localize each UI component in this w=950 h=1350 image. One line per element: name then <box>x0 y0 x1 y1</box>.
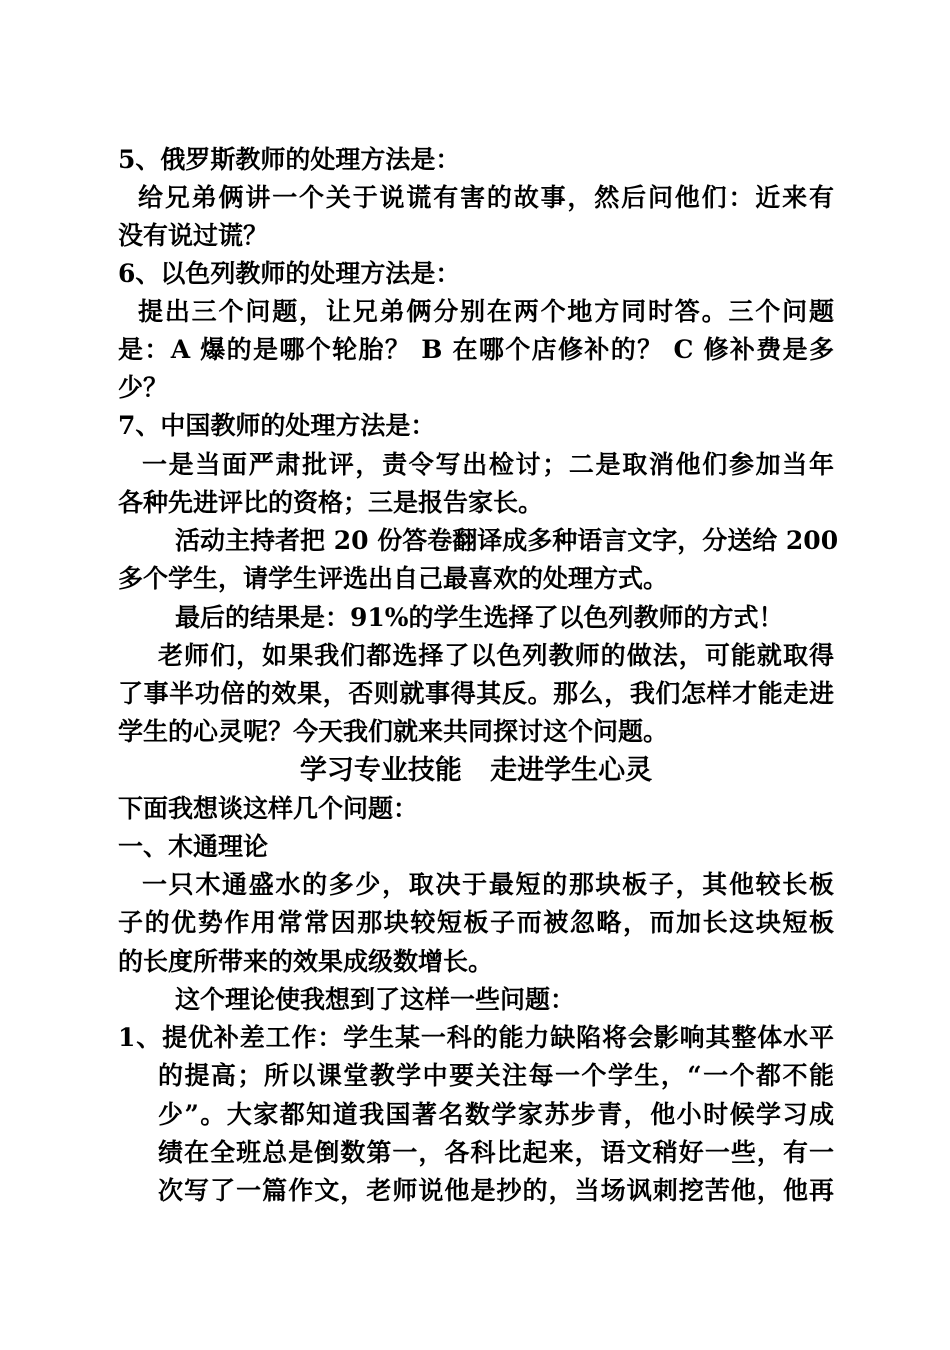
paragraph-line: 没有说过谎？ <box>118 221 269 250</box>
paragraph-line: 提出三个问题，让兄弟俩分别在两个地方同时答。三个问题 <box>138 297 834 326</box>
paragraph-line: 学生的心灵呢？今天我们就来共同探讨这个问题。 <box>118 717 669 746</box>
paragraph-line: 了事半功倍的效果，否则就事得其反。那么，我们怎样才能走进 <box>118 679 834 708</box>
paragraph-line: 一是当面严肃批评，责令写出检讨；二是取消他们参加当年 <box>142 450 834 479</box>
list-item-continuation: 次写了一篇作文，老师说他是抄的，当场讽刺挖苦他，他再 <box>158 1176 834 1205</box>
list-item-continuation: 的提高；所以课堂教学中要关注每一个学生，“一个都不能 <box>158 1061 834 1090</box>
paragraph-line: 是：A 爆的是哪个轮胎？ B 在哪个店修补的？ C 修补费是多 <box>118 335 834 364</box>
paragraph-line: 子的优势作用常常因那块较短板子而被忽略，而加长这块短板 <box>118 908 834 937</box>
paragraph-line: 老师们，如果我们都选择了以色列教师的做法，可能就取得 <box>158 641 834 670</box>
heading-barrel-theory: 一、木通理论 <box>118 832 269 861</box>
paragraph-line: 多个学生，请学生评选出自己最喜欢的处理方式。 <box>118 564 669 593</box>
heading-chinese-teacher: 7、中国教师的处理方法是： <box>118 411 436 440</box>
paragraph-line: 少？ <box>118 373 169 402</box>
heading-israeli-teacher: 6、以色列教师的处理方法是： <box>118 259 461 288</box>
paragraph-line: 各种先进评比的资格；三是报告家长。 <box>118 488 544 517</box>
list-item-1: 1、提优补差工作：学生某一科的能力缺陷将会影响其整体水平 <box>118 1023 834 1052</box>
paragraph-line: 下面我想谈这样几个问题： <box>118 794 419 823</box>
list-item-continuation: 少”。大家都知道我国著名数学家苏步青，他小时候学习成 <box>158 1100 834 1129</box>
paragraph-line: 活动主持者把 20 份答卷翻译成多种语言文字，分送给 200 <box>175 526 839 555</box>
paragraph-line: 的长度所带来的效果成级数增长。 <box>118 947 494 976</box>
paragraph-line: 一只木通盛水的多少，取决于最短的那块板子，其他较长板 <box>142 870 834 899</box>
section-title: 学习专业技能 走进学生心灵 <box>299 755 653 786</box>
result-line: 最后的结果是：91%的学生选择了以色列教师的方式！ <box>175 603 784 632</box>
paragraph-line: 给兄弟俩讲一个关于说谎有害的故事，然后问他们：近来有 <box>138 183 834 212</box>
paragraph-line: 这个理论使我想到了这样一些问题： <box>175 985 576 1014</box>
list-item-continuation: 绩在全班总是倒数第一，各科比起来，语文稍好一些，有一 <box>158 1138 834 1167</box>
heading-russian-teacher: 5、俄罗斯教师的处理方法是： <box>118 145 461 174</box>
